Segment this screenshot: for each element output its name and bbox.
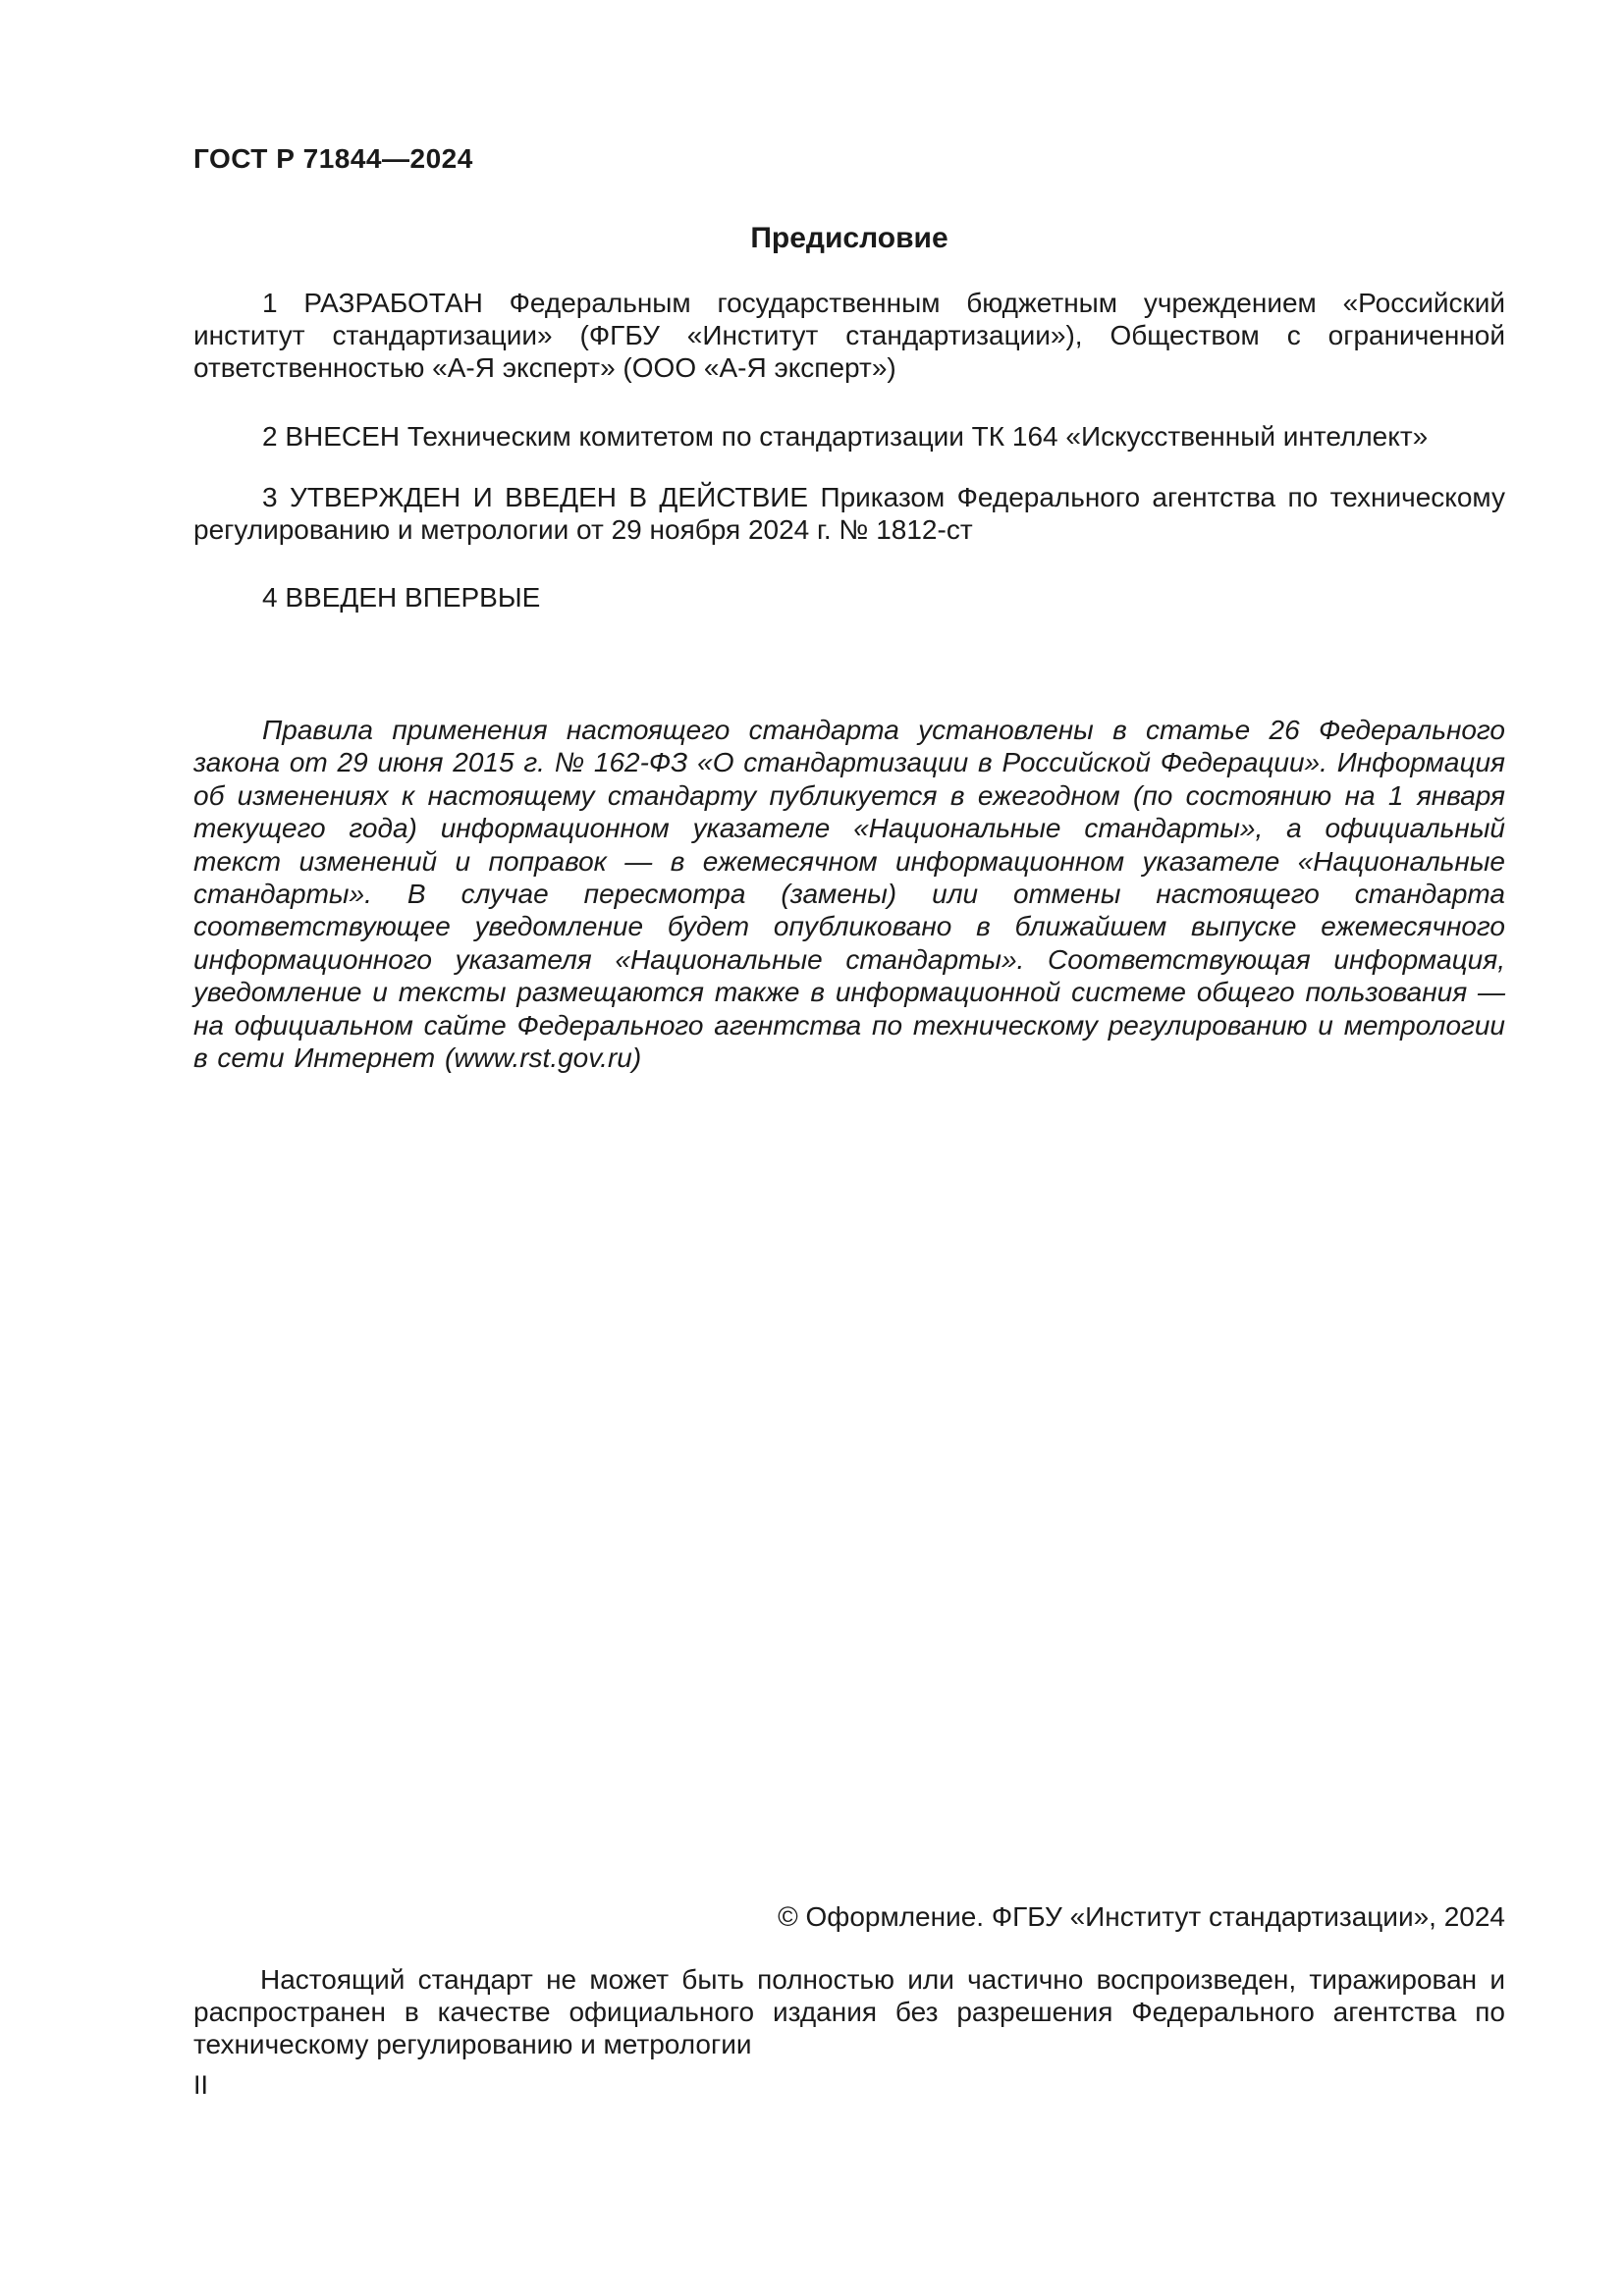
foreword-item-submitted: 2 ВНЕСЕН Техническим комитетом по стандартизации ТК 164 «Искусственный интеллект» bbox=[262, 421, 1429, 452]
copyright-line: © Оформление. ФГБУ «Институт стандартизации», 2024 bbox=[778, 1901, 1505, 1932]
section-title: Предисловие bbox=[750, 222, 948, 254]
page-number: II bbox=[193, 2070, 209, 2100]
foreword-item-developed: 1 РАЗРАБОТАН Федеральным государственным бюджетным учреждением «Российский институт стандартизации» (ФГБУ «Институт стандартизации»), Обществом с ограниченной ответственностью «А-Я эксперт» (ООО «А-Я эксперт») bbox=[193, 288, 1505, 383]
restriction-note: Настоящий стандарт не может быть полностью или частично воспроизведен, тиражирован и распространен в качестве официального издания без разрешения Федерального агентства по техническому регулированию и метрологии bbox=[193, 1964, 1505, 2059]
foreword-item-first-edition: 4 ВВЕДЕН ВПЕРВЫЕ bbox=[262, 582, 541, 613]
foreword-item-approved: 3 УТВЕРЖДЕН И ВВЕДЕН В ДЕЙСТВИЕ Приказом Федерального агентства по техническому регулированию и метрологии от 29 ноября 2024 г. № 1812-ст bbox=[193, 482, 1505, 545]
legal-notice: Правила применения настоящего стандарта установлены в статье 26 Федерального закона от 29 июня 2015 г. № 162-ФЗ «О стандартизации в Российской Федерации». Информация об изменениях к настоящему стандарту публикуется в ежегодном (по состоянию на 1 января текущего года) информационном указателе «Национальные стандарты», а официальный текст изменений и поправок — в ежемесячном информационном указателе «Национальные стандарты». В случае пересмотра (замены) или отмены настоящего стандарта соответствующее уведомление будет опубликовано в ближайшем выпуске ежемесячного информационного указателя «Национальные стандарты». Соответствующая информация, уведомление и тексты размещаются также в информационной системе общего пользования — на официальном сайте Федерального агентства по техническому регулированию и метрологии в сети Интернет (www.rst.gov.ru) bbox=[193, 715, 1505, 1074]
standard-designation: ГОСТ Р 71844—2024 bbox=[193, 143, 473, 174]
